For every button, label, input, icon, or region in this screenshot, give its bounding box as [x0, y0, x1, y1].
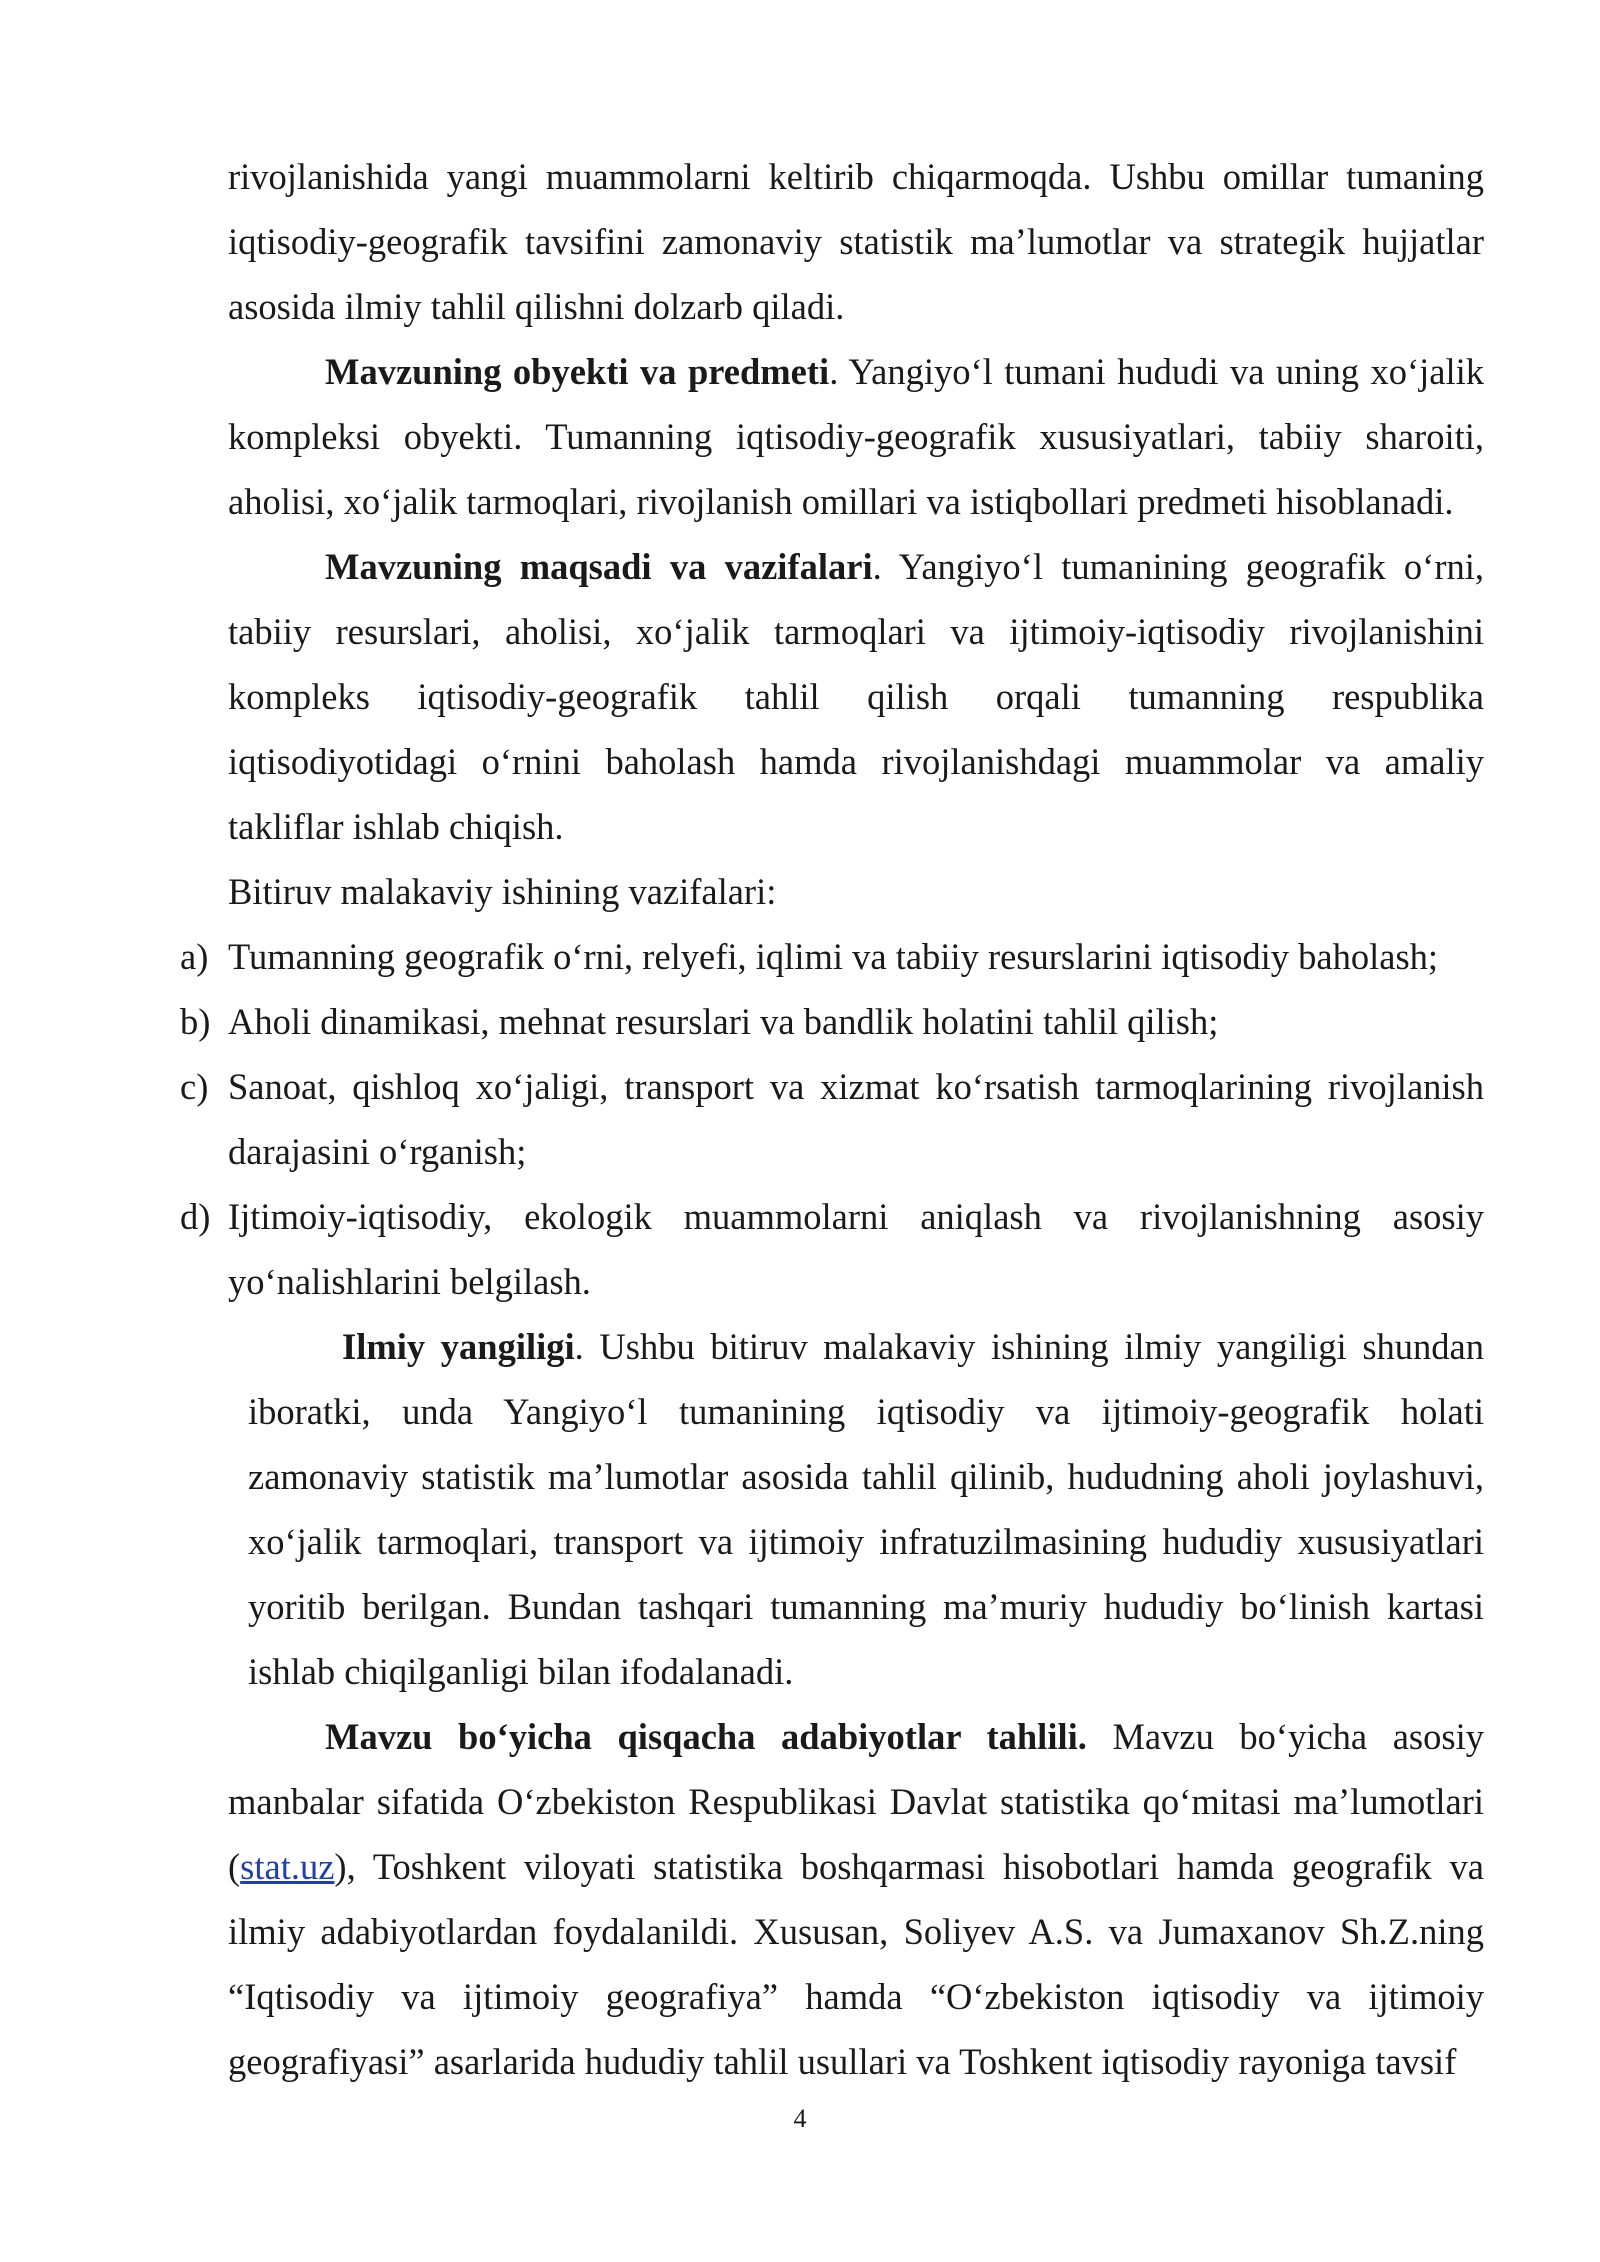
list-marker: b)	[180, 1001, 211, 1042]
literature-review-text-a: Mavzu bo‘yicha asosiy manbalar sifatida O‘zbekiston Respublikasi Davlat statistika qo‘mitasi ma’lumotlari (	[228, 1716, 1484, 1887]
list-item	[180, 1054, 1484, 1184]
list-marker: d)	[180, 1196, 211, 1237]
literature-review-paragraph	[228, 1704, 1484, 2094]
tasks-intro	[228, 859, 1484, 924]
object-subject-heading: Mavzuning obyekti va predmeti	[325, 351, 830, 392]
object-subject-paragraph	[228, 339, 1484, 534]
tasks-intro-text: Bitiruv malakaviy ishining vazifalari:	[228, 871, 777, 912]
list-item-text: Aholi dinamikasi, mehnat resurslari va bandlik holatini tahlil qilish;	[228, 1001, 1219, 1042]
goals-tasks-paragraph	[228, 534, 1484, 859]
list-item-text: Ijtimoiy-iqtisodiy, ekologik muammolarni aniqlash va rivojlanishning asosiy yo‘nalishlarini belgilash.	[228, 1196, 1484, 1302]
intro-text: rivojlanishida yangi muammolarni keltirib chiqarmoqda. Ushbu omillar tumaning iqtisodiy-geografik tavsifini zamonaviy statistik ma’lumotlar va strategik hujjatlar asosida ilmiy tahlil qilishni dolzarb qiladi.	[228, 156, 1484, 327]
goals-tasks-text: . Yangiyo‘l tumanining geografik o‘rni, tabiiy resurslari, aholisi, xo‘jalik tarmoqlari va ijtimoiy-iqtisodiy rivojlanishini kompleks iqtisodiy-geografik tahlil qilish orqali tumanning respublika iqtisodiyotidagi o‘rnini baholash hamda rivojlanishdagi muammolar va amaliy takliflar ishlab chiqish.	[228, 546, 1484, 847]
list-item	[180, 1184, 1484, 1314]
list-marker: c)	[180, 1066, 209, 1107]
novelty-text: . Ushbu bitiruv malakaviy ishining ilmiy yangiligi shundan iboratki, unda Yangiyo‘l tumanining iqtisodiy va ijtimoiy-geografik holati zamonaviy statistik ma’lumotlar asosida tahlil qilinib, hududning aholi joylashuvi, xo‘jalik tarmoqlari, transport va ijtimoiy infratuzilmasining hududiy xususiyatlari yoritib berilgan. Bundan tashqari tumanning ma’muriy hududiy bo‘linish kartasi ishlab chiqilganligi bilan ifodalanadi.	[248, 1326, 1484, 1692]
literature-review-heading: Mavzu bo‘yicha qisqacha adabiyotlar tahlili.	[325, 1716, 1087, 1757]
stat-uz-link[interactable]: stat.uz	[240, 1846, 335, 1887]
list-item	[180, 989, 1484, 1054]
novelty-paragraph	[248, 1314, 1484, 1704]
object-subject-text: . Yangiyo‘l tumani hududi va uning xo‘jalik kompleksi obyekti. Tumanning iqtisodiy-geografik xususiyatlari, tabiiy sharoiti, aholisi, xo‘jalik tarmoqlari, rivojlanish omillari va istiqbollari predmeti hisoblanadi.	[228, 351, 1484, 522]
list-item	[180, 924, 1484, 989]
list-marker: a)	[180, 936, 209, 977]
literature-review-text-b: ), Toshkent viloyati statistika boshqarmasi hisobotlari hamda geografik va ilmiy adabiyotlardan foydalanildi. Xususan, Soliyev A.S. va Jumaxanov Sh.Z.ning “Iqtisodiy va ijtimoiy geografiya” hamda “O‘zbekiston iqtisodiy va ijtimoiy geografiyasi” asarlarida hududiy tahlil usullari va Toshkent iqtisodiy rayoniga tavsif	[228, 1846, 1484, 2082]
novelty-heading: Ilmiy yangiligi	[342, 1326, 575, 1367]
list-item-text: Sanoat, qishloq xo‘jaligi, transport va xizmat ko‘rsatish tarmoqlarining rivojlanish darajasini o‘rganish;	[228, 1066, 1484, 1172]
page-number: 4	[793, 2104, 807, 2133]
intro-paragraph	[228, 144, 1484, 339]
list-item-text: Tumanning geografik o‘rni, relyefi, iqlimi va tabiiy resurslarini iqtisodiy baholash;	[228, 936, 1439, 977]
goals-tasks-heading: Mavzuning maqsadi va vazifalari	[325, 546, 873, 587]
